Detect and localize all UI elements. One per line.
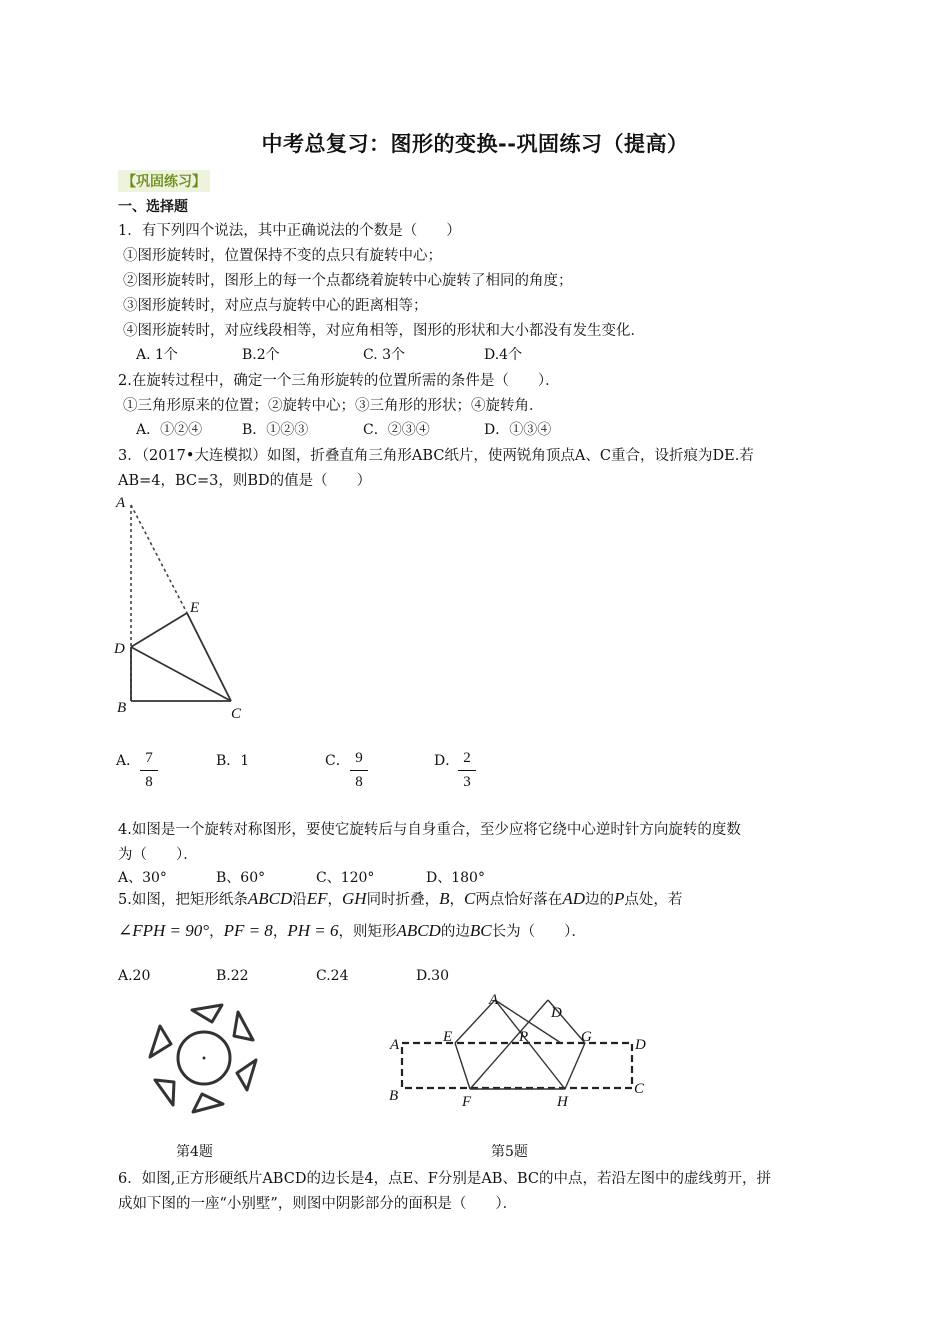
q4-option-d: D、180° (426, 870, 485, 886)
q3-option-c: C． (325, 753, 350, 769)
q4-stem-line1: 4.如图是一个旋转对称图形，要使它旋转后与自身重合，至少应将它绕中心逆时针方向旋转的度数 (118, 822, 741, 838)
denominator: 8 (145, 774, 153, 790)
label-p: P (519, 1029, 529, 1045)
edge-dc (131, 647, 231, 701)
q5-math: EF (306, 889, 328, 908)
denominator: 8 (355, 774, 363, 790)
q3-option-b: B．1 (216, 753, 250, 769)
q3-option-d: D． (434, 753, 460, 769)
section-heading: 一、选择题 (118, 199, 188, 215)
q5-option-c: C.24 (316, 968, 349, 984)
section-tag: 【巩固练习】 (118, 170, 210, 192)
q5-text: 同时折叠， (366, 892, 440, 908)
q5-text: ， (209, 924, 224, 940)
q4-stem-line2: 为（ ）． (118, 847, 198, 863)
label-e: E (190, 600, 200, 616)
denominator: 3 (463, 774, 471, 790)
q5-condition-pf: PF = 8 (223, 921, 273, 940)
edge-gh (565, 1043, 585, 1089)
edge-ec (187, 613, 231, 701)
q5-text: 边的 (584, 892, 614, 908)
q5-text: 点处，若 (624, 892, 683, 908)
label-a: A (390, 1037, 400, 1053)
q5-text: ，则矩形 (338, 924, 397, 940)
q5-condition-ph: PH = 6 (287, 921, 339, 940)
q2-option-c: C．②③④ (363, 422, 430, 438)
label-c: C (231, 706, 242, 722)
label-d: D (114, 641, 125, 657)
q1-option-c: C. 3个 (363, 347, 406, 363)
q2-option-a: A．①②④ (136, 422, 203, 438)
label-a-folded: A (489, 992, 499, 1008)
q5-math: C (463, 889, 476, 908)
blade-6 (150, 1026, 171, 1057)
q1-statement-3: ③图形旋转时，对应点与旋转中心的距离相等； (123, 298, 428, 314)
q3-stem-line2: AB=4，BC=3，则BD的值是（ ） (118, 473, 372, 489)
edge-ae-dashed (131, 505, 187, 613)
label-h: H (557, 1094, 568, 1110)
numerator: 9 (355, 750, 363, 766)
q3-option-c-fraction (350, 750, 368, 791)
q4-rotation-figure (140, 1000, 270, 1130)
q5-text: 5.如图，把矩形纸条 (118, 892, 248, 908)
blade-3 (237, 1060, 256, 1090)
q1-statement-4: ④图形旋转时，对应线段相等，对应角相等，图形的形状和大小都没有发生变化． (123, 323, 645, 339)
q5-text: 的边 (440, 924, 470, 940)
q5-option-d: D.30 (416, 968, 449, 984)
blade-2 (234, 1012, 253, 1040)
q3-option-a-fraction (140, 750, 158, 791)
q5-math: P (613, 889, 625, 908)
q5-text: 长为（ ）． (491, 924, 586, 940)
q5-stem-line2 (118, 920, 586, 941)
center-dot (203, 1057, 206, 1060)
edge-ef (455, 1043, 470, 1089)
q5-math: B (439, 889, 450, 908)
page-title: 中考总复习：图形的变换--巩固练习（提高） (261, 132, 689, 156)
q5-text: ， (449, 892, 464, 908)
q1-option-d: D.4个 (484, 347, 523, 363)
q5-text: 两点恰好落在 (475, 892, 563, 908)
label-d-folded: D (551, 1005, 562, 1021)
q2-stem: 2.在旋转过程中，确定一个三角形旋转的位置所需的条件是（ ）． (118, 373, 560, 389)
q6-stem-line1: 6．如图,正方形硬纸片ABCD的边长是4，点E、F分别是AB、BC的中点，若沿左图中的虚线剪开，拼 (118, 1171, 771, 1187)
figure-4-caption: 第4题 (176, 1144, 213, 1160)
figure-5-caption: 第5题 (491, 1144, 528, 1160)
label-b: B (389, 1088, 399, 1104)
q1-option-b: B.2个 (242, 347, 280, 363)
q6-stem-line2: 成如下图的一座“小别墅”，则图中阴影部分的面积是（ ）． (118, 1196, 518, 1212)
q5-text: 沿 (292, 892, 307, 908)
q1-option-a: A. 1个 (136, 347, 178, 363)
label-g: G (581, 1029, 592, 1045)
q5-text: ， (327, 892, 343, 908)
blade-1 (192, 1005, 222, 1022)
q4-option-b: B、60° (216, 870, 266, 886)
numerator: 7 (145, 750, 153, 766)
q5-math: BC (469, 921, 492, 940)
label-c: C (634, 1081, 645, 1097)
rectangle-abcd-dashed (402, 1043, 632, 1088)
q5-math: ABCD (247, 889, 293, 908)
q5-condition-angle: ∠FPH = 90° (118, 921, 210, 940)
q5-math: ABCD (396, 921, 441, 940)
q2-conditions: ①三角形原来的位置；②旋转中心；③三角形的形状；④旋转角． (123, 398, 544, 414)
q5-fold-figure (385, 988, 655, 1118)
q5-math: AD (562, 889, 585, 908)
q3-option-a: A． (116, 753, 141, 769)
q5-option-a: A.20 (118, 968, 151, 984)
q4-option-c: C、120° (316, 870, 375, 886)
q4-option-a: A、30° (118, 870, 167, 886)
label-e: E (443, 1029, 453, 1045)
blade-5 (155, 1080, 174, 1105)
numerator: 2 (463, 750, 471, 766)
label-f: F (462, 1094, 472, 1110)
q3-stem-line1: 3．（2017•大连模拟）如图，折叠直角三角形ABC纸片，使两锐角顶点A、C重合，设折痕为DE.若 (118, 448, 754, 464)
q5-math: GH (342, 889, 367, 908)
q5-option-b: B.22 (216, 968, 249, 984)
label-d: D (635, 1037, 646, 1053)
q3-option-d-fraction (458, 750, 476, 791)
q1-statement-2: ②图形旋转时，图形上的每一个点都绕着旋转中心旋转了相同的角度； (123, 273, 573, 289)
label-a: A (116, 495, 126, 511)
q3-triangle-figure (100, 488, 260, 723)
blade-4 (193, 1094, 223, 1112)
q2-option-b: B．①②③ (242, 422, 309, 438)
q5-stem-line1 (118, 888, 858, 909)
label-b: B (117, 700, 127, 716)
q5-text: ， (272, 924, 288, 940)
q1-stem: 1．有下列四个说法，其中正确说法的个数是（ ） (118, 223, 461, 239)
q2-option-d: D．①③④ (484, 422, 552, 438)
edge-de (131, 613, 187, 647)
q1-statement-1: ①图形旋转时，位置保持不变的点只有旋转中心； (123, 248, 442, 264)
